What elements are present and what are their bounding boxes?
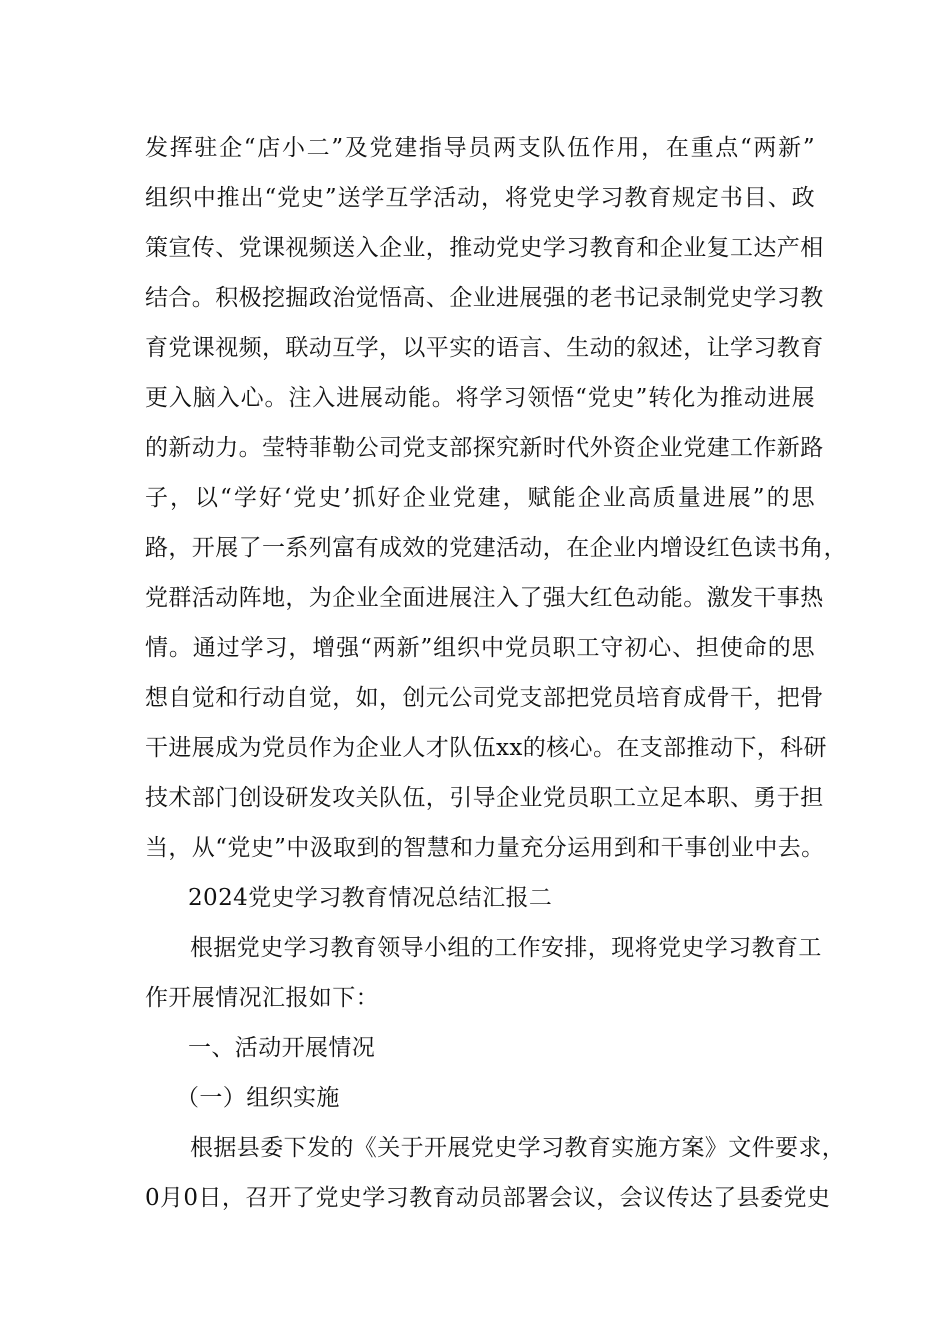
body-text-line: 当，从“党史”中汲取到的智慧和力量充分运用到和干事创业中去。 (145, 835, 825, 861)
body-text-line: 0月0日，召开了党史学习教育动员部署会议，会议传达了县委党史 (145, 1185, 831, 1211)
paragraph-first-line: 根据党史学习教育领导小组的工作安排，现将党史学习教育工 (190, 935, 822, 961)
heading-level-2: （一）组织实施 (176, 1085, 340, 1111)
body-text-line: 干进展成为党员作为企业人才队伍xx的核心。在支部推动下，科研 (145, 735, 827, 761)
body-text-line: 情。通过学习，增强“两新”组织中党员职工守初心、担使命的思 (145, 635, 815, 661)
body-text-line: 策宣传、党课视频送入企业，推动党史学习教育和企业复工达产相 (145, 235, 824, 261)
body-text-line: 组织中推出“党史”送学互学活动，将党史学习教育规定书目、政 (145, 185, 815, 211)
body-text-line: 的新动力。莹特菲勒公司党支部探究新时代外资企业党建工作新路 (145, 435, 824, 461)
body-text-line: 路，开展了一系列富有成效的党建活动，在企业内增设红色读书角， (145, 535, 847, 561)
heading-level-1: 一、活动开展情况 (188, 1035, 376, 1061)
body-text-line: 党群活动阵地，为企业全面进展注入了强大红色动能。激发干事热 (145, 585, 824, 611)
body-text-line: 技术部门创设研发攻关队伍，引导企业党员职工立足本职、勇于担 (145, 785, 824, 811)
body-text-line: 发挥驻企“店小二”及党建指导员两支队伍作用，在重点“两新” (145, 135, 815, 161)
body-text-line: 想自觉和行动自觉，如，创元公司党支部把党员培育成骨干，把骨 (145, 685, 824, 711)
body-text-line: 作开展情况汇报如下： (145, 985, 379, 1011)
section-title: 2024党史学习教育情况总结汇报二 (188, 885, 553, 911)
body-text-line: 结合。积极挖掘政治觉悟高、企业进展强的老书记录制党史学习教 (145, 285, 824, 311)
body-text-line: 育党课视频，联动互学，以平实的语言、生动的叙述，让学习教育 (145, 335, 824, 361)
body-text-line: 更入脑入心。注入进展动能。将学习领悟“党史”转化为推动进展 (145, 385, 815, 411)
body-text-line: 子，以“学好‘党史’抓好企业党建，赋能企业高质量进展”的思 (145, 485, 815, 511)
paragraph-first-line: 根据县委下发的《关于开展党史学习教育实施方案》文件要求， (190, 1135, 846, 1161)
